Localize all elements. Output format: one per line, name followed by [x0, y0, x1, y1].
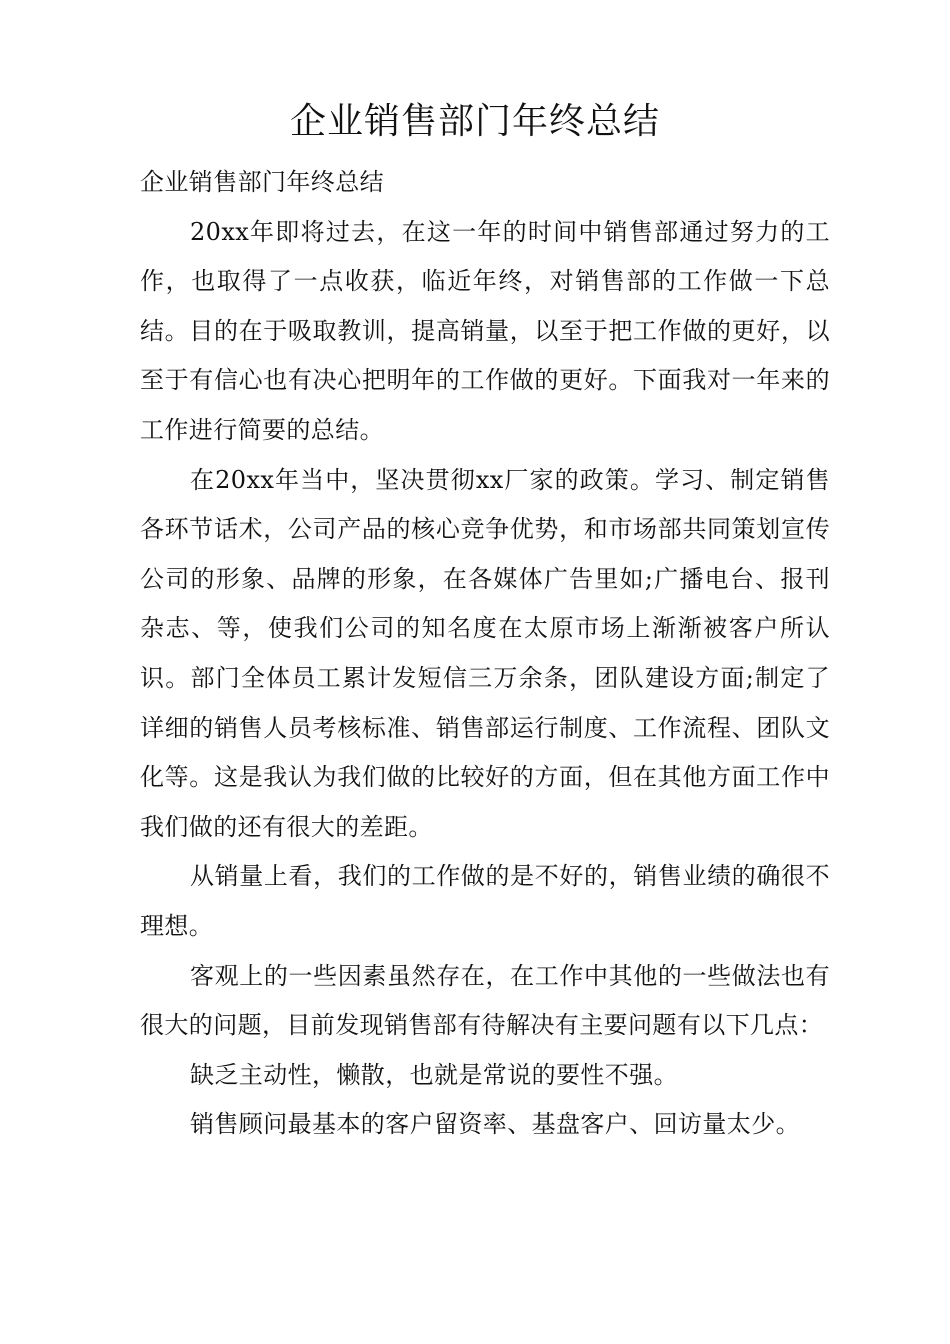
- problem-item-paragraph: 缺乏主动性，懒散，也就是常说的要性不强。: [190, 1060, 678, 1089]
- achievements-paragraph: 在20xx年当中，坚决贯彻xx厂家的政策。学习、制定销售各环节话术，公司产品的核心竞争优势，和市场部共同策划宣传公司的形象、品牌的形象，在各媒体广告里如;广播电台、报刊杂志、等，使我们公司的知名度在太原市场上渐渐被客户所认识。部门全体员工累计发短信三万余条，团队建设方面;制定了详细的销售人员考核标准、销售部运行制度、工作流程、团队文化等。这是我认为我们做的比较好的方面，但在其他方面工作中我们做的还有很大的差距。: [140, 465, 830, 841]
- sales-volume-paragraph: 从销量上看，我们的工作做的是不好的，销售业绩的确很不理想。: [140, 862, 830, 940]
- subtitle-paragraph: 企业销售部门年终总结: [140, 168, 384, 196]
- document-title: 企业销售部门年终总结: [289, 101, 660, 142]
- problems-intro-paragraph: 客观上的一些因素虽然存在，在工作中其他的一些做法也有很大的问题，目前发现销售部有待解决有主要问题有以下几点：: [140, 961, 830, 1040]
- document-body: [140, 158, 830, 1150]
- problem-item-paragraph: 销售顾问最基本的客户留资率、基盘客户、回访量太少。: [190, 1110, 800, 1139]
- intro-paragraph: 20xx年即将过去，在这一年的时间中销售部通过努力的工作，也取得了一点收获，临近年终，对销售部的工作做一下总结。目的在于吸取教训，提高销量，以至于把工作做的更好，以至于有信心也有决心把明年的工作做的更好。下面我对一年来的工作进行简要的总结。: [140, 217, 830, 444]
